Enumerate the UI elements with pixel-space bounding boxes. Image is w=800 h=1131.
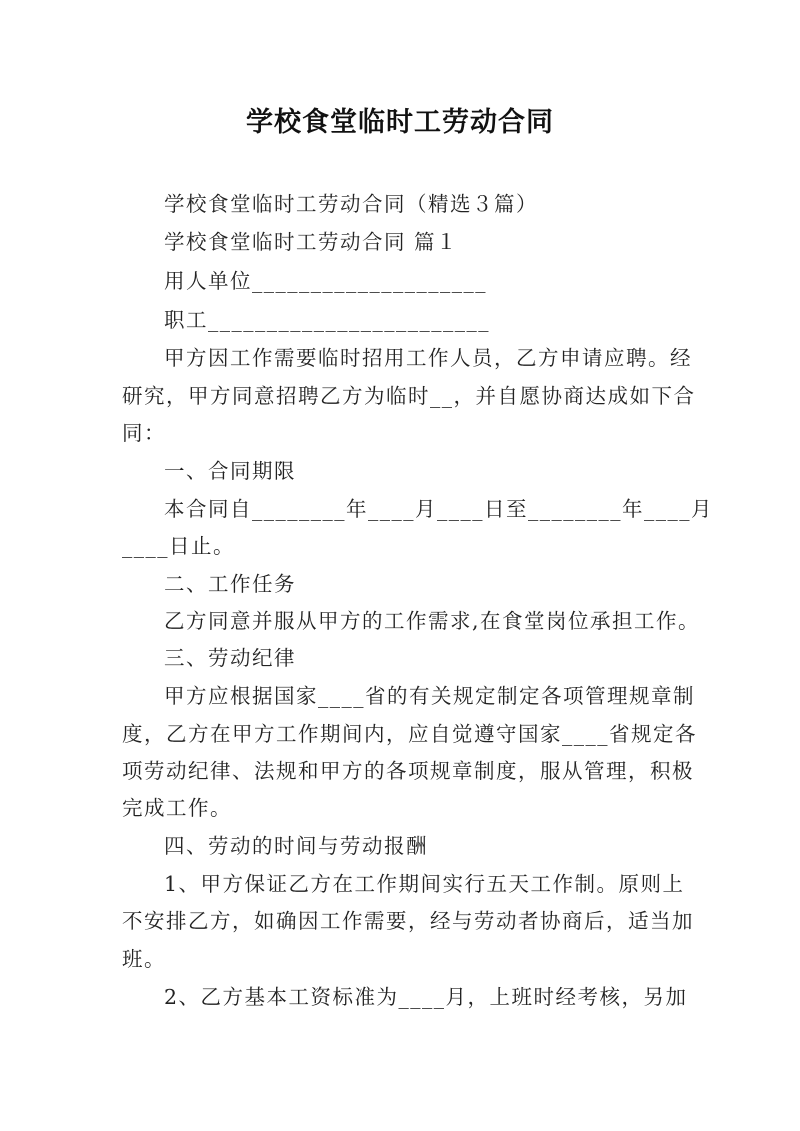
paragraph-line: 完成工作。 bbox=[122, 796, 232, 820]
subtitle-line: 学校食堂临时工劳动合同（精选３篇） bbox=[164, 192, 538, 216]
clause-heading-line: 二、工作任务 bbox=[164, 572, 296, 596]
paragraph-line: 甲方因工作需要临时招用工作人员，乙方申请应聘。经 bbox=[164, 346, 692, 370]
document-title: 学校食堂临时工劳动合同 bbox=[246, 107, 554, 138]
clause-heading-line: 四、劳动的时间与劳动报酬 bbox=[164, 834, 428, 858]
paragraph-line: 研究，甲方同意招聘乙方为临时__，并自愿协商达成如下合 bbox=[122, 384, 696, 408]
paragraph-line: ____日止。 bbox=[122, 534, 235, 558]
employer-field-line: 用人单位____________________ bbox=[164, 269, 487, 293]
paragraph-line: 本合同自________年____月____日至________年____月 bbox=[164, 497, 713, 521]
paragraph-line: 项劳动纪律、法规和甲方的各项规章制度，服从管理，积极 bbox=[122, 759, 694, 783]
paragraph-line: 不安排乙方，如确因工作需要，经与劳动者协商后，适当加 bbox=[122, 909, 694, 933]
section-heading-line: 学校食堂临时工劳动合同 篇１ bbox=[164, 230, 459, 254]
clause-heading-line: 一、合同期限 bbox=[164, 459, 296, 483]
paragraph-line: 甲方应根据国家____省的有关规定制定各项管理规章制 bbox=[164, 684, 695, 708]
clause-heading-line: 三、劳动纪律 bbox=[164, 646, 296, 670]
paragraph-line: 2、乙方基本工资标准为____月，上班时经考核，另加 bbox=[164, 985, 688, 1009]
paragraph-line: 1、甲方保证乙方在工作期间实行五天工作制。原则上 bbox=[164, 872, 685, 896]
paragraph-line: 度，乙方在甲方工作期间内，应自觉遵守国家____省规定各 bbox=[122, 722, 697, 746]
paragraph-line: 同： bbox=[122, 421, 166, 445]
paragraph-line: 乙方同意并服从甲方的工作需求,在食堂岗位承担工作。 bbox=[164, 609, 701, 633]
employee-field-line: 职工________________________ bbox=[164, 308, 490, 332]
paragraph-line: 班。 bbox=[122, 947, 166, 971]
